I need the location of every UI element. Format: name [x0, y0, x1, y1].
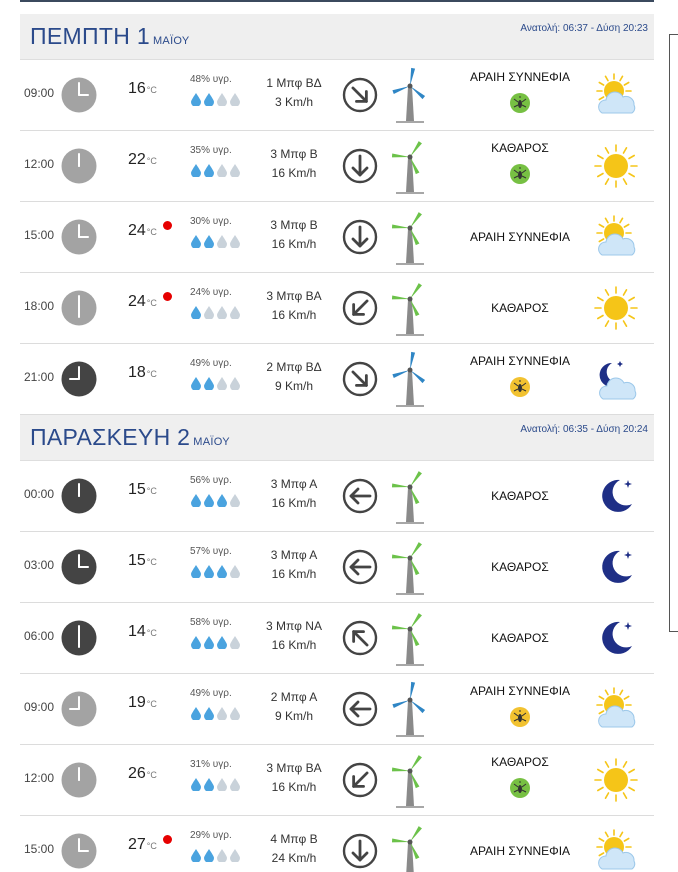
hour-label: 12:00: [24, 771, 55, 785]
moon-icon: [594, 474, 638, 518]
humidity-text: 29% υγρ.: [190, 830, 232, 841]
high-temp-alert-icon: [163, 292, 172, 301]
humidity-drops-icon: [190, 564, 242, 578]
day-name-text: ΠΕΜΠΤΗ 1: [30, 23, 150, 49]
forecast-list: [20, 14, 654, 872]
wind-turbine-icon: [392, 681, 428, 737]
wind-speed: 16 Km/h: [271, 780, 317, 794]
mosquito-icon: [510, 164, 530, 184]
wind-force: 2 Μπφ Α: [270, 690, 318, 704]
wind-info: [244, 617, 344, 655]
cloudy-night-icon: [594, 357, 638, 401]
wind-info: [244, 475, 344, 513]
temperature: [128, 623, 157, 641]
condition-text: ΑΡΑΙΗ ΣΥΝΝΕΦΙΑ: [469, 684, 571, 698]
humidity-drops-icon: [190, 493, 242, 507]
temperature-unit: °C: [146, 841, 157, 851]
temperature-value: 22: [128, 151, 146, 168]
temperature: [128, 364, 157, 382]
wind-info: [244, 145, 344, 183]
temperature: [128, 222, 157, 240]
arrow-left-icon: [342, 691, 378, 727]
condition: [440, 344, 600, 415]
humidity-drops-icon: [190, 305, 242, 319]
wind-turbine-icon: [392, 752, 428, 808]
wind-turbine-icon: [392, 468, 428, 524]
day-title: [30, 23, 190, 50]
mosquito-icon: [510, 707, 530, 727]
temperature-unit: °C: [146, 227, 157, 237]
high-temp-alert-icon: [163, 835, 172, 844]
wind-info: [244, 287, 344, 325]
arrow-down-icon: [342, 219, 378, 255]
day-month: ΜΑΪΟΥ: [193, 436, 230, 448]
day-month: ΜΑΪΟΥ: [152, 35, 190, 47]
clock-icon: [61, 478, 97, 514]
wind-force: 3 Μπφ ΒΑ: [266, 289, 322, 303]
clock-icon: [61, 549, 97, 585]
temperature-unit: °C: [146, 85, 157, 95]
high-temp-alert-icon: [163, 221, 172, 230]
hour-label: 06:00: [24, 629, 55, 643]
wind-info: [244, 759, 344, 797]
wind-turbine-icon: [392, 209, 428, 265]
arrow-down-left-icon: [342, 762, 378, 798]
clock-icon: [61, 762, 97, 798]
wind-force: 3 Μπφ Α: [270, 548, 318, 562]
clock-icon: [61, 290, 97, 326]
forecast-row: [20, 745, 654, 816]
temperature-value: 15: [128, 552, 146, 569]
hour-label: 15:00: [24, 228, 55, 242]
wind-force: 3 Μπφ Α: [270, 477, 318, 491]
forecast-row: [20, 60, 654, 131]
humidity-text: 30% υγρ.: [190, 216, 232, 227]
condition-text: ΚΑΘΑΡΟΣ: [491, 755, 549, 769]
forecast-row: [20, 461, 654, 532]
arrow-up-left-icon: [342, 620, 378, 656]
arrow-left-icon: [342, 478, 378, 514]
humidity-drops-icon: [190, 635, 242, 649]
humidity-text: 56% υγρ.: [190, 475, 232, 486]
day-title: [30, 424, 230, 451]
wind-turbine-icon: [392, 67, 428, 123]
condition: [440, 60, 600, 131]
humidity-text: 35% υγρ.: [190, 145, 232, 156]
wind-force: 3 Μπφ ΒΑ: [266, 761, 322, 775]
condition-text: ΚΑΘΑΡΟΣ: [491, 301, 549, 315]
partly-cloudy-icon: [594, 687, 638, 731]
condition: [440, 131, 600, 202]
temperature-unit: °C: [146, 369, 157, 379]
wind-force: 1 Μπφ ΒΔ: [266, 76, 322, 90]
wind-info: [244, 216, 344, 254]
hour-label: 18:00: [24, 299, 55, 313]
condition: [440, 532, 600, 603]
condition: [440, 603, 600, 674]
forecast-row: [20, 674, 654, 745]
forecast-row: [20, 603, 654, 674]
condition: [440, 461, 600, 532]
wind-info: [244, 830, 344, 868]
clock-icon: [61, 77, 97, 113]
wind-speed: 3 Km/h: [274, 95, 313, 109]
wind-force: 4 Μπφ Β: [270, 832, 318, 846]
condition: [440, 202, 600, 273]
wind-speed: 9 Km/h: [274, 379, 313, 393]
wind-speed: 16 Km/h: [271, 567, 317, 581]
temperature-value: 27: [128, 836, 146, 853]
mosquito-icon: [510, 377, 530, 397]
sun-icon: [594, 286, 638, 330]
condition: [440, 745, 600, 816]
clock-icon: [61, 833, 97, 869]
temperature-value: 16: [128, 80, 146, 97]
forecast-row: [20, 816, 654, 872]
humidity-drops-icon: [190, 706, 242, 720]
humidity-drops-icon: [190, 777, 242, 791]
condition-text: ΚΑΘΑΡΟΣ: [491, 631, 549, 645]
wind-speed: 16 Km/h: [271, 638, 317, 652]
wind-force: 3 Μπφ Β: [270, 147, 318, 161]
side-panel: [669, 34, 678, 632]
humidity-drops-icon: [190, 163, 242, 177]
sunrise-sunset: Ανατολή: 06:37 - Δύση 20:23: [520, 23, 648, 34]
temperature-unit: °C: [146, 156, 157, 166]
temperature-value: 14: [128, 623, 146, 640]
temperature-unit: °C: [146, 628, 157, 638]
humidity-drops-icon: [190, 92, 242, 106]
temperature: [128, 481, 157, 499]
temperature: [128, 151, 157, 169]
wind-turbine-icon: [392, 539, 428, 595]
condition: [440, 674, 600, 745]
hour-label: 03:00: [24, 558, 55, 572]
arrow-down-right-icon: [342, 361, 378, 397]
clock-icon: [61, 148, 97, 184]
clock-icon: [61, 691, 97, 727]
humidity-text: 49% υγρ.: [190, 358, 232, 369]
wind-turbine-icon: [392, 280, 428, 336]
temperature: [128, 293, 157, 311]
temperature-value: 18: [128, 364, 146, 381]
forecast-row: [20, 344, 654, 415]
condition-text: ΑΡΑΙΗ ΣΥΝΝΕΦΙΑ: [469, 844, 571, 858]
wind-info: [244, 74, 344, 112]
condition: [440, 816, 600, 872]
humidity-text: 58% υγρ.: [190, 617, 232, 628]
hour-label: 00:00: [24, 487, 55, 501]
temperature-value: 24: [128, 222, 146, 239]
forecast-row: [20, 532, 654, 603]
forecast-row: [20, 202, 654, 273]
wind-speed: 16 Km/h: [271, 237, 317, 251]
sun-icon: [594, 758, 638, 802]
condition-text: ΑΡΑΙΗ ΣΥΝΝΕΦΙΑ: [469, 354, 571, 368]
day-header: [20, 14, 654, 60]
temperature: [128, 694, 157, 712]
clock-icon: [61, 620, 97, 656]
wind-speed: 16 Km/h: [271, 166, 317, 180]
temperature-unit: °C: [146, 557, 157, 567]
arrow-down-icon: [342, 833, 378, 869]
arrow-down-left-icon: [342, 290, 378, 326]
clock-icon: [61, 219, 97, 255]
wind-turbine-icon: [392, 351, 428, 407]
arrow-down-icon: [342, 148, 378, 184]
condition-text: ΑΡΑΙΗ ΣΥΝΝΕΦΙΑ: [469, 230, 571, 244]
moon-icon: [594, 545, 638, 589]
hour-label: 09:00: [24, 86, 55, 100]
temperature-value: 26: [128, 765, 146, 782]
wind-turbine-icon: [392, 610, 428, 666]
partly-cloudy-icon: [594, 215, 638, 259]
wind-turbine-icon: [392, 823, 428, 872]
temperature: [128, 836, 157, 854]
condition-text: ΚΑΘΑΡΟΣ: [491, 489, 549, 503]
wind-turbine-icon: [392, 138, 428, 194]
hour-label: 21:00: [24, 370, 55, 384]
humidity-text: 49% υγρ.: [190, 688, 232, 699]
temperature-unit: °C: [146, 486, 157, 496]
wind-force: 3 Μπφ ΝΑ: [266, 619, 322, 633]
wind-speed: 9 Km/h: [274, 709, 313, 723]
arrow-down-right-icon: [342, 77, 378, 113]
partly-cloudy-icon: [594, 829, 638, 872]
partly-cloudy-icon: [594, 73, 638, 117]
temperature: [128, 552, 157, 570]
temperature: [128, 80, 157, 98]
temperature-value: 24: [128, 293, 146, 310]
condition-text: ΚΑΘΑΡΟΣ: [491, 141, 549, 155]
hour-label: 12:00: [24, 157, 55, 171]
forecast-row: [20, 273, 654, 344]
moon-icon: [594, 616, 638, 660]
condition: [440, 273, 600, 344]
wind-speed: 16 Km/h: [271, 308, 317, 322]
humidity-text: 48% υγρ.: [190, 74, 232, 85]
forecast-row: [20, 131, 654, 202]
wind-speed: 24 Km/h: [271, 851, 317, 865]
arrow-left-icon: [342, 549, 378, 585]
sun-icon: [594, 144, 638, 188]
wind-info: [244, 688, 344, 726]
humidity-drops-icon: [190, 234, 242, 248]
wind-force: 2 Μπφ ΒΔ: [266, 360, 322, 374]
day-header: [20, 415, 654, 461]
temperature-unit: °C: [146, 770, 157, 780]
mosquito-icon: [510, 778, 530, 798]
temperature-unit: °C: [146, 699, 157, 709]
day-name-text: ΠΑΡΑΣΚΕΥΗ 2: [30, 424, 191, 450]
temperature-unit: °C: [146, 298, 157, 308]
mosquito-icon: [510, 93, 530, 113]
humidity-text: 24% υγρ.: [190, 287, 232, 298]
temperature-value: 15: [128, 481, 146, 498]
humidity-text: 57% υγρ.: [190, 546, 232, 557]
condition-text: ΑΡΑΙΗ ΣΥΝΝΕΦΙΑ: [469, 70, 571, 84]
sunrise-sunset: Ανατολή: 06:35 - Δύση 20:24: [520, 424, 648, 435]
wind-speed: 16 Km/h: [271, 496, 317, 510]
temperature: [128, 765, 157, 783]
temperature-value: 19: [128, 694, 146, 711]
top-border: [20, 0, 654, 2]
wind-info: [244, 358, 344, 396]
hour-label: 15:00: [24, 842, 55, 856]
wind-force: 3 Μπφ Β: [270, 218, 318, 232]
humidity-drops-icon: [190, 376, 242, 390]
humidity-text: 31% υγρ.: [190, 759, 232, 770]
hour-label: 09:00: [24, 700, 55, 714]
humidity-drops-icon: [190, 848, 242, 862]
condition-text: ΚΑΘΑΡΟΣ: [491, 560, 549, 574]
wind-info: [244, 546, 344, 584]
clock-icon: [61, 361, 97, 397]
